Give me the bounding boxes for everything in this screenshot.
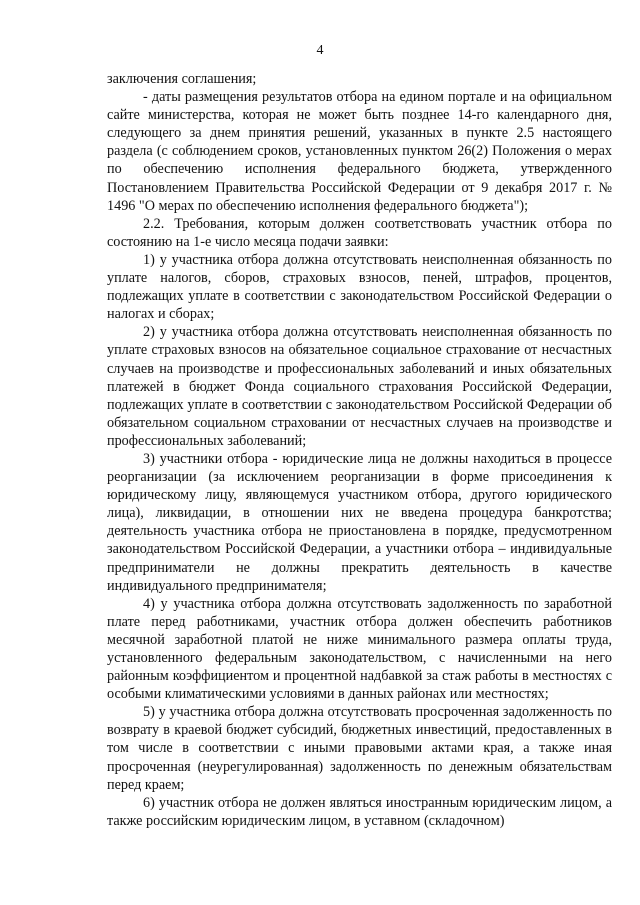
paragraph-requirement-4: 4) у участника отбора должна отсутствовать задолженность по заработной плате перед работниками, участник отбора должен обеспечить работников месячной заработной платой не ниже минимального размера оплаты труда, установленного федеральным законодательством, с начисленными на него районным коэффициентом и процентной надбавкой за стаж работы в местностях с особыми климатическими условиями в данных районах или местностях; [107, 595, 612, 703]
paragraph-agreement-conclusion: заключения соглашения; [107, 71, 257, 87]
paragraph-requirement-2: 2) у участника отбора должна отсутствовать неисполненная обязанность по уплате страховых взносов на обязательное социальное страхование от несчастных случаев на производстве и профессиональных заболеваний и иных обязательных платежей в бюджет Фонда социального страхования Российской Федерации, подлежащих уплате в соответствии с законодательством Российской Федерации об обязательном социальном страховании от несчастных случаев на производстве и профессиональных заболеваний; [107, 324, 612, 449]
paragraph-results-publication-dates: - даты размещения результатов отбора на едином портале и на официальном сайте министерства, которая не может быть позднее 14-го календарного дня, следующего за днем принятия решений, указанных в пункте 2.5 настоящего раздела (с соблюдением сроков, установленных пунктом 26(2) Положения о мерах по обеспечению исполнения федерального бюджета, утвержденного Постановлением Правительства Российской Федерации от 9 декабря 2017 г. № 1496 "О мерах по обеспечению исполнения федерального бюджета"); [107, 89, 612, 214]
paragraph-2-2-requirements: 2.2. Требования, которым должен соответствовать участник отбора по состоянию на 1-е число месяца подачи заявки: [107, 215, 612, 250]
paragraph-requirement-1: 1) у участника отбора должна отсутствовать неисполненная обязанность по уплате налогов, сборов, страховых взносов, пеней, штрафов, процентов, подлежащих уплате в соответствии с законодательством Российской Федерации о налогах и сборах; [107, 251, 612, 323]
paragraph-requirement-5: 5) у участника отбора должна отсутствовать просроченная задолженность по возврату в краевой бюджет субсидий, бюджетных инвестиций, предоставленных в том числе в соответствии с иными правовыми актами края, а также иная просроченная (неурегулированная) задолженность по денежным обязательствам перед краем; [107, 704, 612, 793]
paragraph-requirement-3: 3) участники отбора - юридические лица не должны находиться в процессе реорганизации (за исключением реорганизации в форме присоединения к юридическому лицу, являющемуся участником отбора, другого юридического лица), ликвидации, в отношении них не введена процедура банкротства; деятельность участника отбора не приостановлена в порядке, предусмотренном законодательством Российской Федерации, а участники отбора – индивидуальные предприниматели не должны прекратить деятельность в качестве индивидуального предпринимателя; [107, 450, 612, 594]
page-number: 4 [316, 43, 324, 58]
paragraph-requirement-6: 6) участник отбора не должен являться иностранным юридическим лицом, а также российским юридическим лицом, в уставном (складочном) [107, 794, 612, 829]
document-body [107, 70, 612, 830]
